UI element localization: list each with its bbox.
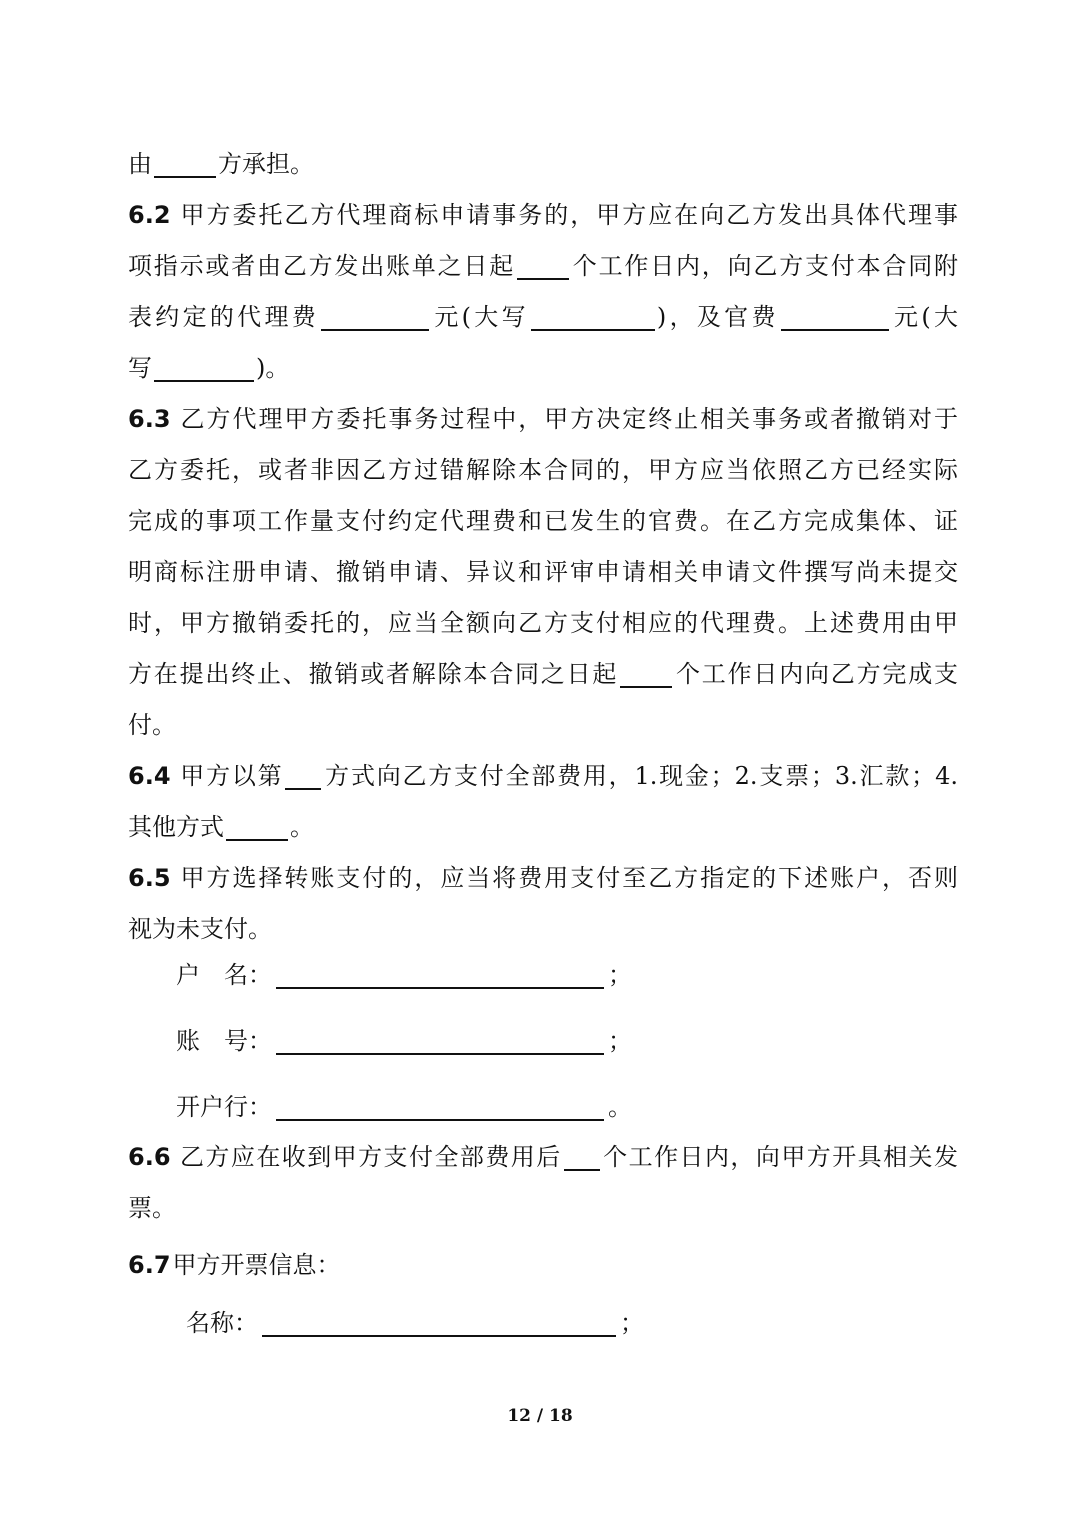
punctuation: ； [620, 1309, 644, 1337]
text-line: 时，甲方撤销委托的，应当全额向乙方支付相应的代理费。上述费用由甲 [128, 609, 958, 637]
text-line: 票。 [128, 1194, 176, 1222]
clause-6-6 [128, 1134, 958, 1185]
text: 。 [290, 813, 314, 841]
clause-number: 6.3 [128, 405, 171, 433]
text-line [128, 294, 958, 345]
fill-blank[interactable] [517, 252, 569, 280]
field-label: 名称： [186, 1309, 258, 1337]
clause-number: 6.4 [128, 762, 171, 790]
punctuation: ； [608, 961, 632, 989]
contract-body-continued [128, 1134, 958, 1236]
clause-number: 6.6 [128, 1143, 171, 1171]
text: 甲方委托乙方代理商标申请事务的，甲方应在向乙方发出具体代理事 [178, 201, 958, 229]
clause-6-4 [128, 753, 958, 804]
fill-blank[interactable] [321, 303, 429, 331]
fill-blank[interactable] [154, 150, 216, 178]
fill-blank[interactable] [620, 660, 672, 688]
text: 方在提出终止、撤销或者解除本合同之日起 [128, 660, 619, 688]
clause-number: 6.2 [128, 201, 171, 229]
punctuation: 。 [608, 1093, 632, 1121]
text-line [128, 141, 958, 192]
fill-blank[interactable] [564, 1143, 600, 1171]
text: 甲方以第 [178, 762, 284, 790]
text: )。 [256, 354, 290, 382]
text: 元(大写 [431, 303, 529, 331]
clause-6-5 [128, 855, 958, 906]
text-line [128, 345, 958, 396]
text: 方承担。 [218, 150, 314, 178]
text-line: 乙方委托，或者非因乙方过错解除本合同的，甲方应当依照乙方已经实际 [128, 456, 958, 484]
text: 其他方式 [128, 813, 224, 841]
field-label: 户 名： [176, 961, 272, 989]
text: 乙方代理甲方委托事务过程中，甲方决定终止相关事务或者撤销对于 [178, 405, 958, 433]
field-label: 账 号： [176, 1027, 272, 1055]
text: 个工作日内，向乙方支付本合同附 [571, 252, 958, 280]
account-name-field [176, 955, 632, 990]
account-name-blank[interactable] [276, 963, 604, 989]
text-line: 完成的事项工作量支付约定代理费和已发生的官费。在乙方完成集体、证 [128, 507, 958, 535]
clause-6-3 [128, 396, 958, 447]
text: 写 [128, 354, 152, 382]
text: 乙方应在收到甲方支付全部费用后 [178, 1143, 562, 1171]
clause-6-2 [128, 192, 958, 243]
text: 项指示或者由乙方发出账单之日起 [128, 252, 515, 280]
text-line [128, 804, 958, 855]
clause-number: 6.5 [128, 864, 171, 892]
fill-blank[interactable] [226, 813, 288, 841]
text-line [128, 651, 958, 702]
fill-blank[interactable] [154, 354, 254, 382]
text: 表约定的代理费 [128, 303, 320, 331]
text: 方式向乙方支付全部费用，1.现金；2.支票；3.汇款；4. [323, 762, 959, 790]
punctuation: ； [608, 1027, 632, 1055]
field-label: 开户行： [176, 1093, 272, 1121]
text: 个工作日内向乙方完成支 [674, 660, 959, 688]
account-number-blank[interactable] [276, 1029, 604, 1055]
page-number: 12 / 18 [507, 1406, 573, 1426]
text-line: 视为未支付。 [128, 915, 272, 943]
fill-blank[interactable] [285, 762, 321, 790]
fill-blank[interactable] [531, 303, 655, 331]
text: 由 [128, 150, 152, 178]
text: 元(大 [890, 303, 958, 331]
invoice-name-blank[interactable] [262, 1311, 616, 1337]
text: 甲方开票信息： [172, 1251, 341, 1279]
text: )，及官费 [656, 303, 779, 331]
text: 甲方选择转账支付的，应当将费用支付至乙方指定的下述账户，否则 [178, 864, 958, 892]
account-number-field [176, 1021, 632, 1056]
text: 个工作日内，向甲方开具相关发 [601, 1143, 959, 1171]
clause-6-7-block [128, 1242, 958, 1293]
contract-body [128, 141, 958, 957]
fill-blank[interactable] [781, 303, 889, 331]
text-line: 明商标注册申请、撤销申请、异议和评审申请相关申请文件撰写尚未提交 [128, 558, 958, 586]
text-line: 付。 [128, 711, 176, 739]
invoice-name-field [186, 1303, 644, 1338]
bank-blank[interactable] [276, 1095, 604, 1121]
clause-number: 6.7 [128, 1251, 171, 1279]
bank-field [176, 1087, 632, 1122]
text-line [128, 243, 958, 294]
clause-6-7 [128, 1242, 958, 1293]
